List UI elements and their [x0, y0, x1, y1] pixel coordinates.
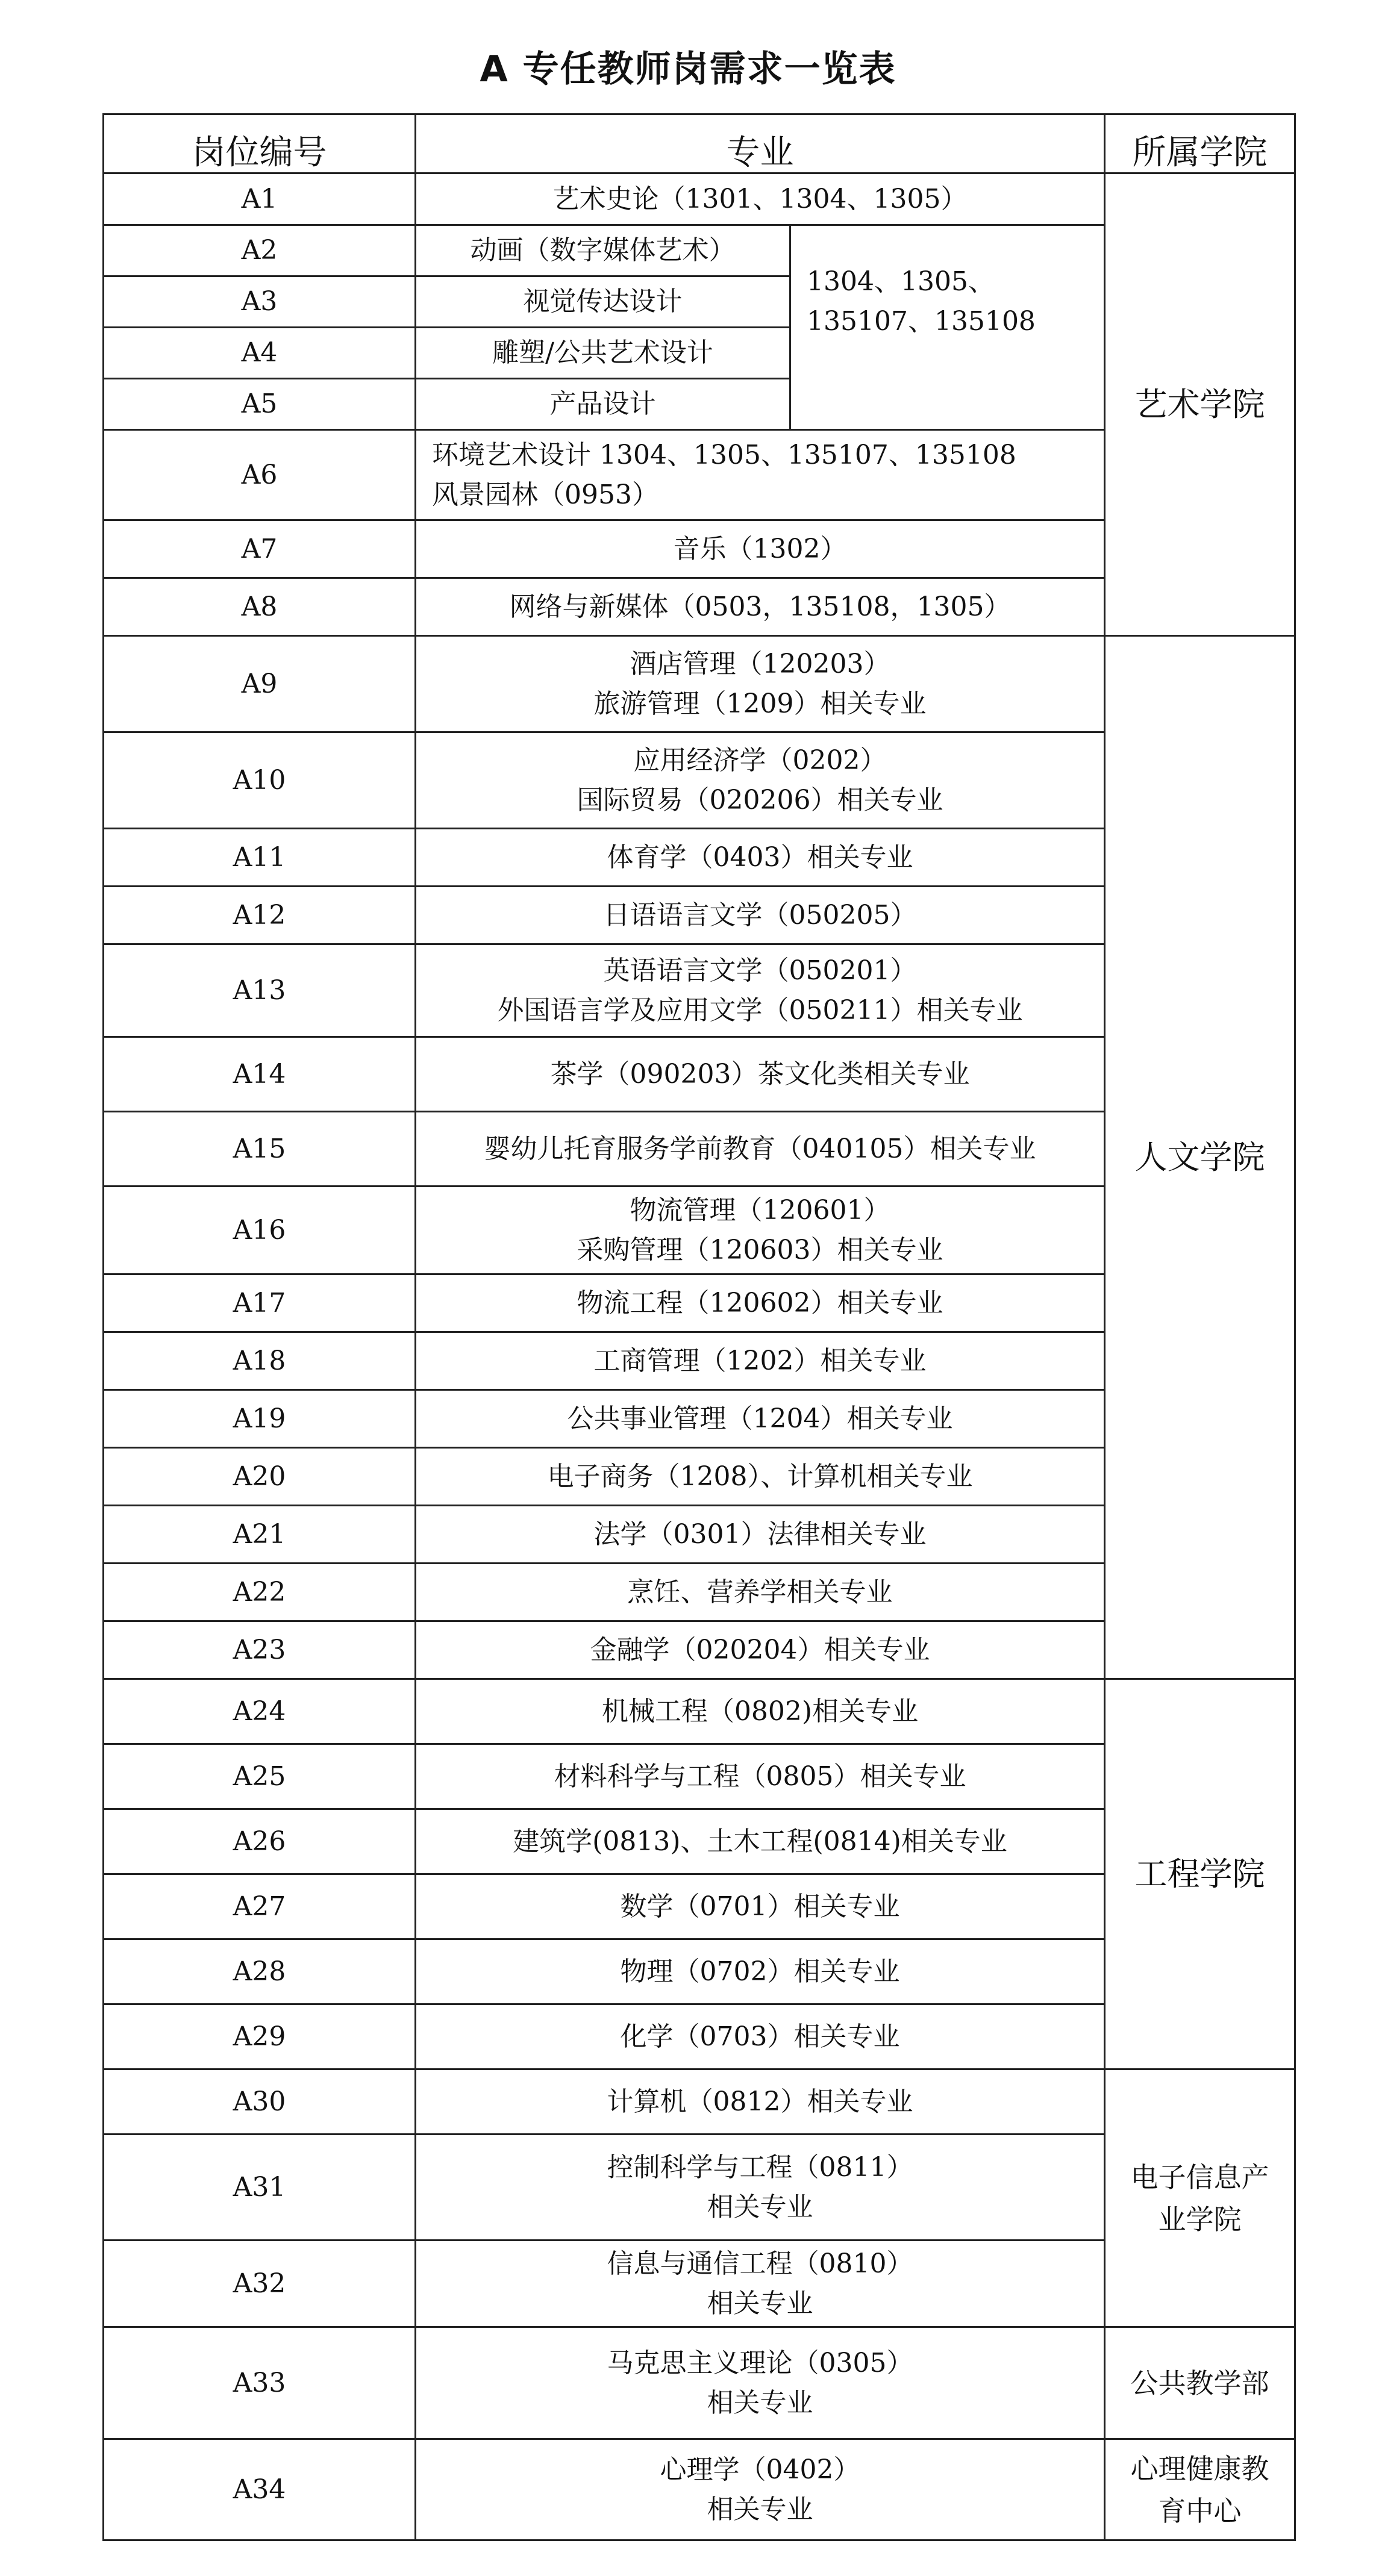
- major-line: 工商管理（1202）相关专业: [593, 1345, 927, 1376]
- major-line: 机械工程（0802)相关专业: [601, 1695, 919, 1727]
- position-id-cell: A15: [104, 1112, 416, 1187]
- major-line: 化学（0703）相关专业: [620, 2021, 900, 2052]
- major-line: 旅游管理（1209）相关专业: [593, 688, 927, 719]
- position-id-cell: A5: [104, 379, 416, 430]
- college-cell-art: 艺术学院: [1105, 173, 1295, 636]
- table-row: [104, 173, 1295, 225]
- major-line: 计算机（0812）相关专业: [607, 2086, 913, 2117]
- major-line: 物流管理（120601）: [630, 1194, 890, 1226]
- major-line: 物流工程（120602）相关专业: [577, 1287, 943, 1318]
- major-line: 物理（0702）相关专业: [620, 1956, 900, 1987]
- major-line: 信息与通信工程（0810）: [607, 2248, 913, 2279]
- major-cell: [416, 1332, 1105, 1390]
- major-line: 视觉传达设计: [523, 286, 683, 317]
- position-id-cell: A21: [104, 1506, 416, 1564]
- position-id-cell: A11: [104, 829, 416, 887]
- major-line: 金融学（020204）相关专业: [590, 1634, 930, 1665]
- position-id-cell: A34: [104, 2439, 416, 2540]
- table-row: [104, 2439, 1295, 2540]
- major-line: 法学（0301）法律相关专业: [593, 1518, 927, 1550]
- major-line: 日语语言文学（050205）: [603, 899, 917, 931]
- major-cell: [416, 1744, 1105, 1809]
- college-cell-mental: [1105, 2439, 1295, 2540]
- shared-major-codes-cell: [790, 225, 1105, 430]
- major-line: 风景园林（0953）: [432, 479, 658, 510]
- position-id-cell: A8: [104, 578, 416, 636]
- college-label: 电子信息产: [1130, 2160, 1269, 2194]
- position-id-cell: A28: [104, 1939, 416, 2004]
- major-line: 体育学（0403）相关专业: [607, 841, 913, 873]
- major-cell: [416, 2327, 1105, 2439]
- position-id-cell: A3: [104, 276, 416, 328]
- major-cell: [416, 1679, 1105, 1744]
- major-line: 外国语言学及应用文学（050211）相关专业: [497, 994, 1023, 1026]
- position-id-cell: A1: [104, 173, 416, 225]
- major-cell: [416, 1187, 1105, 1274]
- position-id-cell: A17: [104, 1274, 416, 1332]
- major-cell: [416, 328, 790, 379]
- major-line: 婴幼儿托育服务学前教育（040105）相关专业: [484, 1133, 1036, 1164]
- position-id-cell: A25: [104, 1744, 416, 1809]
- major-line: 艺术史论（1301、1304、1305）: [552, 183, 968, 214]
- major-line: 材料科学与工程（0805）相关专业: [554, 1760, 966, 1792]
- major-line: 国际贸易（020206）相关专业: [577, 784, 943, 816]
- position-id-cell: A24: [104, 1679, 416, 1744]
- major-code-line: 1304、1305、: [807, 266, 995, 297]
- major-line: 相关专业: [707, 2191, 813, 2222]
- major-cell: [416, 1037, 1105, 1112]
- header-position-id: 岗位编号: [104, 114, 416, 173]
- position-id-cell: A2: [104, 225, 416, 276]
- major-cell: [416, 578, 1105, 636]
- major-line: 数学（0701）相关专业: [620, 1891, 900, 1922]
- major-line: 相关专业: [707, 2493, 813, 2525]
- major-line: 产品设计: [549, 388, 656, 419]
- major-cell: [416, 2241, 1105, 2327]
- position-id-cell: A29: [104, 2004, 416, 2069]
- major-cell: [416, 1564, 1105, 1621]
- position-id-cell: A13: [104, 944, 416, 1037]
- college-label: 育中心: [1158, 2494, 1242, 2527]
- header-row: [104, 114, 1295, 173]
- position-id-cell: A19: [104, 1390, 416, 1448]
- major-line: 英语语言文学（050201）: [603, 955, 917, 986]
- major-line: 建筑学(0813)、土木工程(0814)相关专业: [513, 1826, 1007, 1857]
- major-cell: [416, 2069, 1105, 2135]
- major-cell: [416, 1390, 1105, 1448]
- major-line: 环境艺术设计 1304、1305、135107、135108: [432, 439, 1016, 470]
- major-line: 应用经济学（0202）: [633, 744, 887, 776]
- major-cell: [416, 1112, 1105, 1187]
- college-cell-public: 公共教学部: [1105, 2327, 1295, 2439]
- position-id-cell: A14: [104, 1037, 416, 1112]
- major-cell: [416, 430, 1105, 520]
- major-cell: [416, 829, 1105, 887]
- major-line: 动画（数字媒体艺术）: [470, 235, 736, 266]
- major-line: 电子商务（1208）、计算机相关专业: [547, 1461, 973, 1492]
- major-cell: [416, 2439, 1105, 2540]
- position-id-cell: A4: [104, 328, 416, 379]
- major-line: 心理学（0402）: [660, 2454, 860, 2485]
- major-line: 相关专业: [707, 2288, 813, 2319]
- position-id-cell: A12: [104, 887, 416, 944]
- college-cell-engineering: 工程学院: [1105, 1679, 1295, 2069]
- major-cell: [416, 2004, 1105, 2069]
- major-line: 公共事业管理（1204）相关专业: [567, 1403, 953, 1434]
- position-id-cell: A16: [104, 1187, 416, 1274]
- position-id-cell: A6: [104, 430, 416, 520]
- major-cell: [416, 225, 790, 276]
- major-cell: [416, 944, 1105, 1037]
- college-cell-electronic: [1105, 2069, 1295, 2327]
- position-id-cell: A27: [104, 1874, 416, 1939]
- position-id-cell: A31: [104, 2135, 416, 2241]
- major-cell: [416, 379, 790, 430]
- major-cell: [416, 2135, 1105, 2241]
- table-row: [104, 2327, 1295, 2439]
- position-id-cell: A32: [104, 2241, 416, 2327]
- table-body: [104, 173, 1295, 2540]
- position-id-cell: A30: [104, 2069, 416, 2135]
- major-cell: [416, 732, 1105, 829]
- major-cell: [416, 1939, 1105, 2004]
- major-cell: [416, 173, 1105, 225]
- position-table: [102, 113, 1296, 2541]
- major-line: 控制科学与工程（0811）: [607, 2151, 913, 2183]
- major-line: 采购管理（120603）相关专业: [577, 1234, 943, 1265]
- major-cell: [416, 1809, 1105, 1874]
- position-id-cell: A22: [104, 1564, 416, 1621]
- position-id-cell: A18: [104, 1332, 416, 1390]
- header-college: 所属学院: [1105, 114, 1295, 173]
- major-line: 网络与新媒体（0503，135108，1305）: [509, 591, 1011, 622]
- major-cell: [416, 1448, 1105, 1506]
- position-id-cell: A23: [104, 1621, 416, 1679]
- major-cell: [416, 520, 1105, 578]
- major-line: 茶学（090203）茶文化类相关专业: [550, 1058, 970, 1090]
- major-line: 酒店管理（120203）: [630, 648, 890, 679]
- major-code-line: 135107、135108: [807, 306, 1036, 337]
- major-line: 烹饪、营养学相关专业: [627, 1576, 893, 1608]
- major-line: 马克思主义理论（0305）: [607, 2347, 913, 2378]
- position-id-cell: A33: [104, 2327, 416, 2439]
- position-id-cell: A10: [104, 732, 416, 829]
- major-line: 雕塑/公共艺术设计: [492, 337, 713, 368]
- college-label: 业学院: [1158, 2203, 1242, 2236]
- position-id-cell: A7: [104, 520, 416, 578]
- college-label: 心理健康教: [1130, 2452, 1269, 2485]
- position-id-cell: A9: [104, 636, 416, 732]
- college-cell-humanities: 人文学院: [1105, 636, 1295, 1679]
- position-id-cell: A20: [104, 1448, 416, 1506]
- table-row: [104, 2069, 1295, 2135]
- major-cell: [416, 887, 1105, 944]
- major-cell: [416, 1621, 1105, 1679]
- table-row: [104, 1679, 1295, 1744]
- major-line: 相关专业: [707, 2387, 813, 2418]
- major-cell: [416, 1274, 1105, 1332]
- major-cell: [416, 276, 790, 328]
- position-id-cell: A26: [104, 1809, 416, 1874]
- major-cell: [416, 636, 1105, 732]
- table-row: [104, 636, 1295, 732]
- major-cell: [416, 1874, 1105, 1939]
- header-major: 专业: [416, 114, 1105, 173]
- page-title: A 专任教师岗需求一览表: [480, 48, 896, 90]
- major-cell: [416, 1506, 1105, 1564]
- major-line: 音乐（1302）: [673, 533, 847, 564]
